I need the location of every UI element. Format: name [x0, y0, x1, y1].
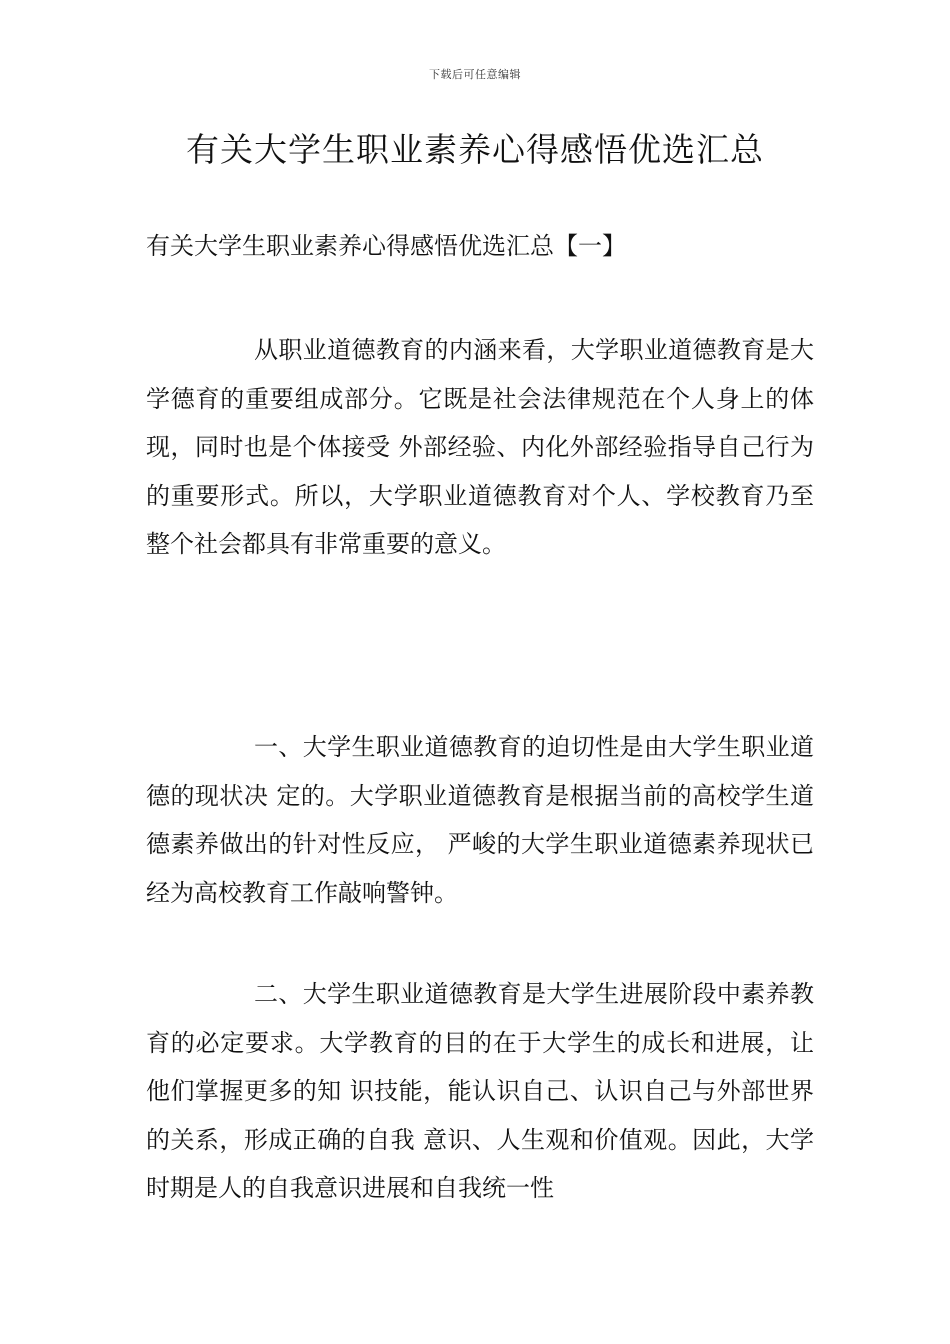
paragraph: 二、大学生职业道德教育是大学生进展阶段中素养教育的必定要求。大学教育的目的在于大学生的成长和进展，让他们掌握更多的知 识技能，能认识自己、认识自己与外部世界的关系，形成正确的自我 意识、人生观和价值观。因此，大学时期是人的自我意识进展和自我统一性	[146, 980, 814, 1202]
header-note: 下载后可任意编辑	[429, 68, 521, 81]
section-heading: 有关大学生职业素养心得感悟优选汇总【一】	[146, 232, 626, 260]
paragraph: 从职业道德教育的内涵来看，大学职业道德教育是大学德育的重要组成部分。它既是社会法律规范在个人身上的体现，同时也是个体接受 外部经验、内化外部经验指导自己行为的重要形式。所以，大学职业道德教育对个人、学校教育乃至整个社会都具有非常重要的意义。	[146, 336, 814, 558]
document-title: 有关大学生职业素养心得感悟优选汇总	[186, 130, 764, 169]
paragraph: 一、大学生职业道德教育的迫切性是由大学生职业道德的现状决 定的。大学职业道德教育是根据当前的高校学生道德素养做出的针对性反应， 严峻的大学生职业道德素养现状已经为高校教育工作敲响警钟。	[146, 733, 814, 907]
